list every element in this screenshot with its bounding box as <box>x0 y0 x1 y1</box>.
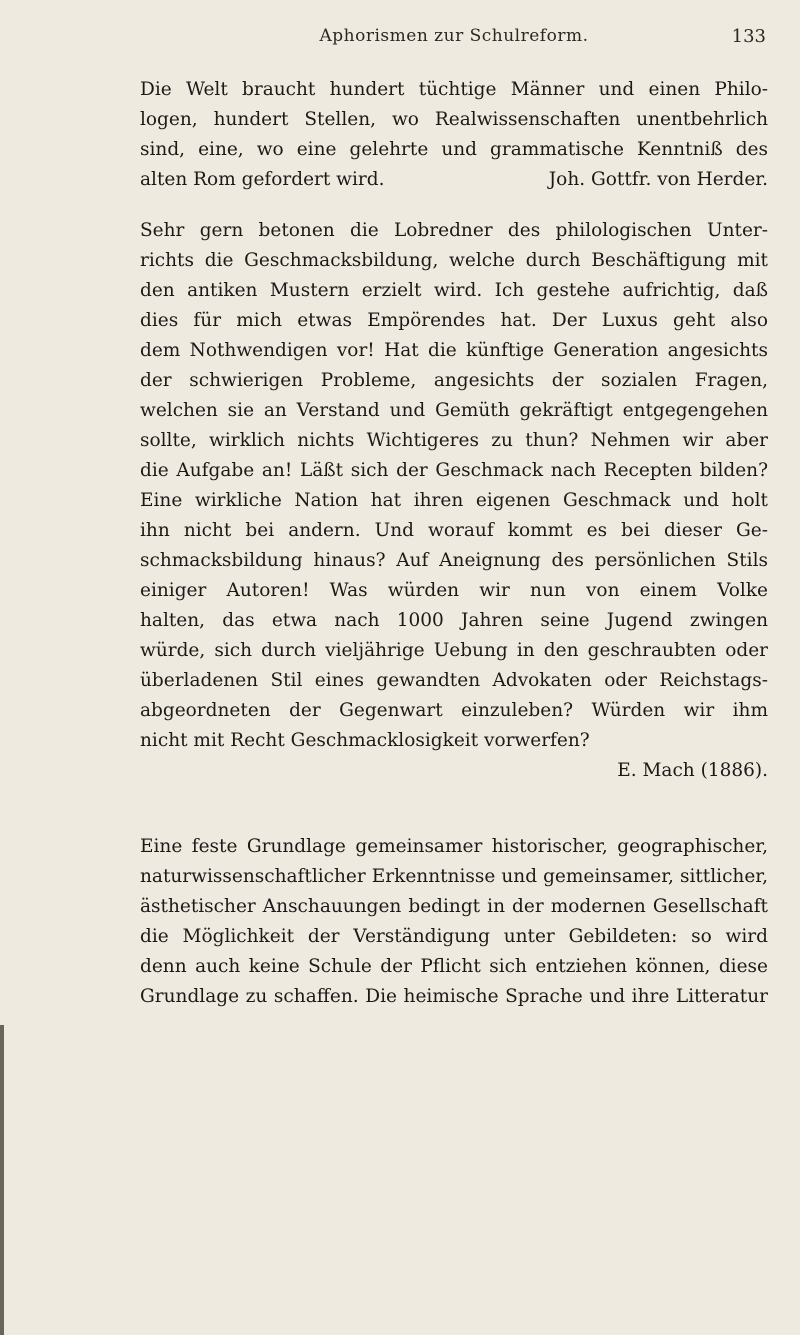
text-line: die Möglichkeit der Verständigung unter Gebildeten: so wird <box>140 926 768 947</box>
text-line: Die Welt braucht hundert tüchtige Männer und einen Philo- <box>140 79 768 100</box>
quote-body-and-attribution <box>140 165 768 195</box>
page-header <box>140 26 768 50</box>
text-line: einiger Autoren! Was würden wir nun von einem Volke <box>140 580 768 601</box>
text-line: welchen sie an Verstand und Gemüth gekräftigt entgegengehen <box>140 400 768 421</box>
paragraph-grundlage <box>140 832 768 1012</box>
text-line: alten Rom gefordert wird. <box>140 169 385 190</box>
text-line: sind, eine, wo eine gelehrte und grammatische Kenntniß des <box>140 139 768 160</box>
text-line: der schwierigen Probleme, angesichts der sozialen Fragen, <box>140 370 768 391</box>
running-title: Aphorismen zur Schulreform. <box>319 26 589 46</box>
text-line: den antiken Mustern erzielt wird. Ich gestehe aufrichtig, daß <box>140 280 768 301</box>
quote-herder <box>140 75 768 195</box>
text-line: Sehr gern betonen die Lobredner des philologischen Unter- <box>140 220 768 241</box>
text-line: ihn nicht bei andern. Und worauf kommt es bei dieser Ge- <box>140 520 768 541</box>
text-line: abgeordneten der Gegenwart einzuleben? Würden wir ihm <box>140 700 768 721</box>
text-line: die Aufgabe an! Läßt sich der Geschmack nach Recepten bilden? <box>140 460 768 481</box>
text-line: schmacksbildung hinaus? Auf Aneignung des persönlichen Stils <box>140 550 768 571</box>
text-line: logen, hundert Stellen, wo Realwissenschaften unentbehrlich <box>140 109 768 130</box>
attribution-mach: E. Mach (1886). <box>617 760 768 781</box>
text-line: würde, sich durch vieljährige Uebung in den geschraubten oder <box>140 640 768 661</box>
attribution-herder: Joh. Gottfr. von Herder. <box>548 169 768 190</box>
text-line: dies für mich etwas Empörendes hat. Der Luxus geht also <box>140 310 768 331</box>
text-line: dem Nothwendigen vor! Hat die künftige Generation angesichts <box>140 340 768 361</box>
text-line: nicht mit Recht Geschmacklosigkeit vorwerfen? <box>140 730 590 751</box>
page-number: 133 <box>731 26 766 47</box>
quote-mach <box>140 216 768 786</box>
text-line: ästhetischer Anschauungen bedingt in der modernen Gesellschaft <box>140 896 768 917</box>
text-line: richts die Geschmacksbildung, welche durch Beschäftigung mit <box>140 250 768 271</box>
text-line: halten, das etwa nach 1000 Jahren seine Jugend zwingen <box>140 610 768 631</box>
text-line: denn auch keine Schule der Pflicht sich entziehen können, diese <box>140 956 768 977</box>
text-line: überladenen Stil eines gewandten Advokaten oder Reichstags- <box>140 670 768 691</box>
text-line: Grundlage zu schaffen. Die heimische Sprache und ihre Litteratur <box>140 986 768 1007</box>
text-line: sollte, wirklich nichts Wichtigeres zu thun? Nehmen wir aber <box>140 430 768 451</box>
page-binding-edge <box>0 1025 4 1335</box>
text-line: naturwissenschaftlicher Erkenntnisse und gemeinsamer, sittlicher, <box>140 866 768 887</box>
text-line: Eine wirkliche Nation hat ihren eigenen Geschmack und holt <box>140 490 768 511</box>
text-line: Eine feste Grundlage gemeinsamer historischer, geographischer, <box>140 836 768 857</box>
